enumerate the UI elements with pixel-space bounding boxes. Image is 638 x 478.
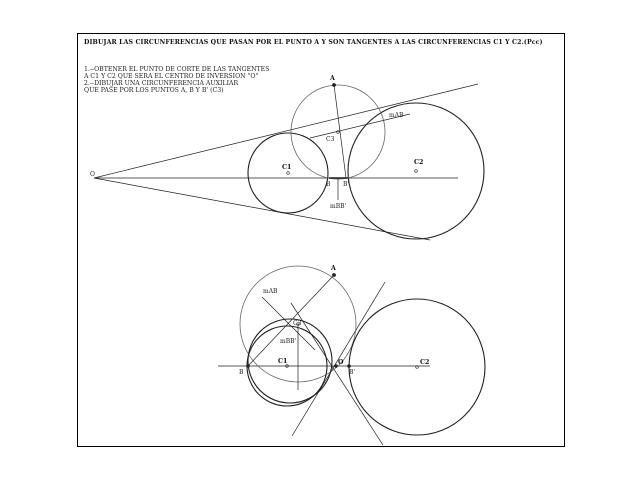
bottom-point-a — [333, 274, 336, 277]
step-line-1: 1.--OBTENER EL PUNTO DE CORTE DE LAS TANGENTES — [84, 66, 270, 73]
bottom-label-b-prime: B' — [349, 369, 356, 376]
bottom-label-c2: C2 — [420, 359, 430, 366]
top-figure — [94, 84, 484, 240]
bottom-label-b: B — [239, 369, 244, 376]
top-label-c3: C3 — [326, 136, 335, 143]
top-center-c1-mark — [287, 172, 290, 175]
bottom-point-b-prime — [348, 365, 351, 368]
top-label-b: B — [326, 181, 331, 188]
bottom-label-o: O — [338, 359, 344, 366]
problem-title: DIBUJAR LAS CIRCUNFERENCIAS QUE PASAN POR EL PUNTO A Y SON TANGENTES A LAS CIRCUNFERENCIAS C1 Y C2.(Pcc) — [84, 39, 543, 46]
step-line-2: A C1 Y C2 QUE SERA EL CENTRO DE INVERSION "O" — [84, 73, 259, 80]
step-line-4: QUE PASE POR LOS PUNTOS A, B Y B' (C3) — [84, 87, 224, 94]
top-circle-c1 — [248, 133, 328, 213]
bottom-label-mab: mAB — [263, 288, 278, 295]
bottom-circle-c2 — [349, 299, 485, 435]
bottom-label-c3: C3 — [293, 320, 302, 327]
bottom-point-b — [247, 365, 250, 368]
top-label-mab: mAB — [389, 112, 404, 119]
top-label-c2: C2 — [414, 159, 424, 166]
top-lower-tangent — [94, 178, 430, 240]
bottom-label-c1: C1 — [278, 358, 288, 365]
bottom-label-a: A — [331, 265, 336, 272]
top-label-o: O — [90, 171, 95, 178]
top-label-a: A — [330, 75, 335, 82]
top-center-c2-mark — [415, 170, 418, 173]
top-label-b-prime: B' — [343, 181, 350, 188]
top-label-c1: C1 — [282, 164, 292, 171]
top-label-mbb: mBB' — [330, 203, 347, 210]
bottom-line-ab — [248, 275, 334, 366]
top-circle-c3 — [291, 85, 385, 179]
bottom-solution-circle — [248, 319, 332, 403]
bottom-label-mbb: mBB' — [280, 338, 297, 345]
top-figure-labels — [90, 75, 423, 210]
bottom-figure — [218, 266, 485, 445]
bottom-figure-labels — [239, 265, 429, 376]
top-circle-c2 — [348, 103, 484, 239]
top-point-a — [333, 84, 336, 87]
bottom-tangent-2 — [291, 303, 383, 445]
step-line-3: 2.--DIBUJAR UNA CIRCUNFERENCIA AUXILIAR — [84, 80, 239, 87]
bottom-point-o — [335, 365, 338, 368]
